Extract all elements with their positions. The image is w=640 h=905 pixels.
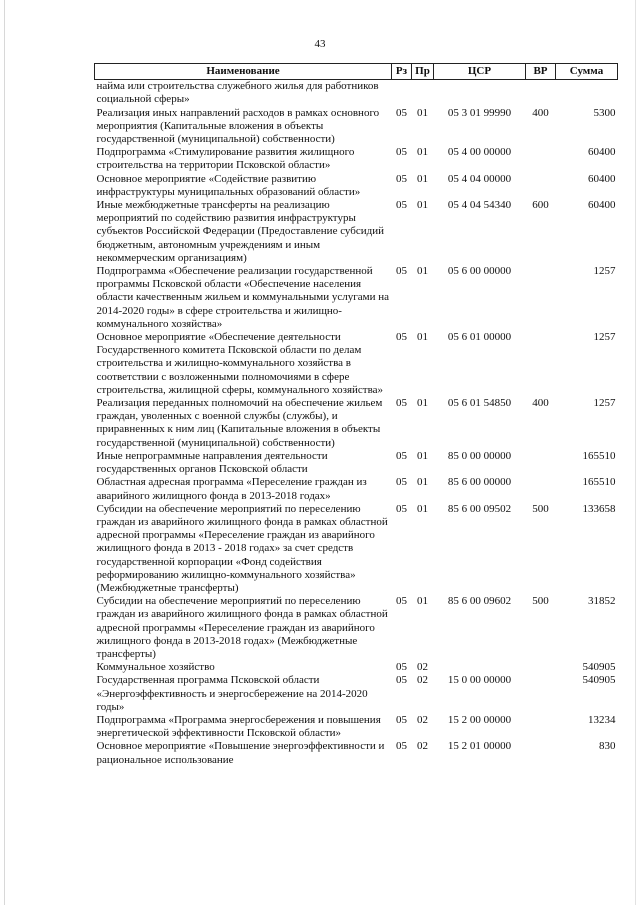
cell-vr: 500 xyxy=(532,502,549,515)
cell-csr: 85 6 00 09502 xyxy=(447,502,512,515)
cell-csr: 05 4 04 54340 xyxy=(447,199,512,212)
cell-vr xyxy=(526,740,556,766)
cell-pr: 01 xyxy=(417,331,428,344)
cell-name: Иные непрограммные направления деятельности государственных органов Псковской области xyxy=(96,449,328,476)
table-row xyxy=(95,503,618,595)
cell-name: Государственная программа Псковской области «Энергоэффективность и энергосбережение на 2014-2020 годы» xyxy=(96,674,368,713)
table-row xyxy=(95,661,618,674)
cell-vr xyxy=(526,674,556,714)
cell-rz: 05 xyxy=(396,502,407,515)
scan-edge-left xyxy=(4,0,5,905)
cell-csr: 05 6 01 00000 xyxy=(447,331,512,344)
header-vr: ВР xyxy=(526,64,556,80)
cell-rz: 05 xyxy=(396,674,407,687)
cell-rz: 05 xyxy=(396,595,407,608)
cell-name: Реализация переданных полномочий на обеспечение жильем граждан, уволенных с военной службы (службы), и приравненных к ним лиц (Капитальные вложения в объекты государственной (муниципальной) собственности) xyxy=(96,397,383,449)
cell-sum xyxy=(556,80,618,107)
cell-csr: 05 6 00 00000 xyxy=(447,265,512,278)
cell-sum: 540905 xyxy=(582,661,616,674)
cell-sum: 165510 xyxy=(582,449,616,462)
scan-edge-right xyxy=(635,0,636,905)
cell-pr: 01 xyxy=(417,476,428,489)
header-rz: Рз xyxy=(392,64,412,80)
cell-pr: 01 xyxy=(417,397,428,410)
cell-sum: 13234 xyxy=(588,713,616,726)
cell-rz: 05 xyxy=(396,146,407,159)
cell-vr: 400 xyxy=(532,106,549,119)
cell-vr xyxy=(526,661,556,674)
cell-pr: 01 xyxy=(417,106,428,119)
cell-vr: 600 xyxy=(532,199,549,212)
cell-name: Реализация иных направлений расходов в рамках основного мероприятия (Капитальные вложения в объекты государственной (муниципальной) собственности) xyxy=(96,106,380,146)
cell-pr: 01 xyxy=(417,502,428,515)
cell-rz: 05 xyxy=(396,265,407,278)
cell-sum: 1257 xyxy=(593,397,616,410)
table-row xyxy=(95,80,618,107)
cell-vr: 500 xyxy=(532,595,549,608)
cell-sum: 1257 xyxy=(593,331,616,344)
cell-csr: 15 2 01 00000 xyxy=(447,740,512,753)
table-row xyxy=(95,714,618,740)
cell-rz: 05 xyxy=(396,331,407,344)
cell-csr: 85 6 00 09602 xyxy=(447,595,512,608)
cell-rz: 05 xyxy=(396,397,407,410)
cell-sum: 133658 xyxy=(582,502,616,515)
cell-rz: 05 xyxy=(396,476,407,489)
cell-name: Субсидии на обеспечение мероприятий по переселению граждан из аварийного жилищного фонда в рамках областной адресной программы «Переселение граждан из аварийного жилищного фонда в 2013 - 2018 годах» за счет средств государственной корпорации «Фонд содействия реформированию жилищно-коммунального хозяйства» (Межбюджетные трансферты) xyxy=(96,502,388,594)
cell-pr: 01 xyxy=(417,265,428,278)
cell-name: Подпрограмма «Обеспечение реализации государственной программы Псковской области «Обеспечение населения области качественным жильем и коммунальными услугами на 2014-2020 годы» в сфере строительства и жилищно-коммунального хозяйства» xyxy=(96,265,390,330)
cell-csr: 05 3 01 99990 xyxy=(447,106,512,119)
cell-sum: 5300 xyxy=(593,106,616,119)
cell-name: Иные межбюджетные трансферты на реализацию мероприятий по содействию развития инфраструктуры субъектов Российской Федерации (Предоставление субсидий бюджетным, автономным учреждениям и иным некоммерческим организациям) xyxy=(96,199,385,264)
table-header xyxy=(95,64,618,80)
cell-vr: 400 xyxy=(532,397,549,410)
cell-csr xyxy=(434,661,526,674)
cell-pr: 01 xyxy=(417,172,428,185)
header-pr: Пр xyxy=(412,64,434,80)
cell-name: Основное мероприятие «Содействие развитию инфраструктуры муниципальных образований области» xyxy=(96,172,361,198)
cell-name: Подпрограмма «Программа энергосбережения и повышения энергетической эффективности Псковской области» xyxy=(96,713,381,740)
cell-csr: 05 4 04 00000 xyxy=(447,172,512,185)
cell-vr xyxy=(526,450,556,476)
budget-table xyxy=(94,63,618,767)
cell-pr: 02 xyxy=(417,674,428,687)
cell-sum: 540905 xyxy=(582,674,616,687)
header-sum: Сумма xyxy=(556,64,618,80)
cell-name: найма или строительства служебного жилья для работников социальной сферы» xyxy=(96,80,379,106)
header-csr: ЦСР xyxy=(434,64,526,80)
cell-pr: 01 xyxy=(417,595,428,608)
table-body xyxy=(95,80,618,767)
cell-csr: 15 2 00 00000 xyxy=(447,713,512,726)
header-name: Наименование xyxy=(95,64,392,80)
table-row xyxy=(95,265,618,331)
cell-vr xyxy=(526,476,556,502)
table-row xyxy=(95,397,618,450)
cell-sum: 1257 xyxy=(593,265,616,278)
cell-csr: 85 0 00 00000 xyxy=(447,449,512,462)
cell-pr: 02 xyxy=(417,740,428,753)
cell-name: Основное мероприятие «Обеспечение деятельности Государственного комитета Псковской области по делам строительства и жилищно-коммунального хозяйства в соответствии с возложенными полномочиями в сфере строительства, жилищной сферы, коммунального хозяйства» xyxy=(96,331,384,396)
cell-csr: 05 6 01 54850 xyxy=(447,397,512,410)
cell-sum: 31852 xyxy=(588,595,616,608)
cell-vr xyxy=(526,146,556,172)
cell-name: Областная адресная программа «Переселение граждан из аварийного жилищного фонда в 2013-2018 годах» xyxy=(96,476,367,502)
cell-sum: 165510 xyxy=(582,476,616,489)
cell-name: Субсидии на обеспечение мероприятий по переселению граждан из аварийного жилищного фонда в рамках областной адресной программы «Переселение граждан из аварийного жилищного фонда в 2013-2018 годах» (Межбюджетные трансферты) xyxy=(96,595,388,660)
cell-name: Коммунальное хозяйство xyxy=(96,661,215,674)
cell-csr xyxy=(434,80,526,107)
table-row xyxy=(95,476,618,502)
cell-rz: 05 xyxy=(396,106,407,119)
cell-vr xyxy=(526,331,556,397)
cell-rz: 05 xyxy=(396,172,407,185)
table-row xyxy=(95,595,618,661)
cell-rz: 05 xyxy=(396,199,407,212)
table-row xyxy=(95,450,618,476)
cell-vr xyxy=(526,173,556,199)
cell-name: Подпрограмма «Стимулирование развития жилищного строительства на территории Псковской области» xyxy=(96,146,355,172)
table-row xyxy=(95,173,618,199)
cell-vr xyxy=(526,80,556,107)
cell-pr: 02 xyxy=(417,713,428,726)
cell-sum: 60400 xyxy=(588,199,616,212)
cell-csr: 85 6 00 00000 xyxy=(447,476,512,489)
cell-rz: 05 xyxy=(396,713,407,726)
cell-pr: 02 xyxy=(417,661,428,674)
cell-rz: 05 xyxy=(396,661,407,674)
cell-csr: 05 4 00 00000 xyxy=(447,146,512,159)
cell-sum: 60400 xyxy=(588,172,616,185)
table-row xyxy=(95,107,618,147)
cell-sum: 60400 xyxy=(588,146,616,159)
cell-pr: 01 xyxy=(417,199,428,212)
cell-rz xyxy=(392,80,412,107)
cell-sum: 830 xyxy=(599,740,616,753)
cell-pr: 01 xyxy=(417,449,428,462)
cell-vr xyxy=(526,265,556,331)
table-row xyxy=(95,331,618,397)
cell-csr: 15 0 00 00000 xyxy=(447,674,512,687)
table-row xyxy=(95,146,618,172)
cell-pr: 01 xyxy=(417,146,428,159)
cell-rz: 05 xyxy=(396,740,407,753)
table-header-row xyxy=(95,64,618,80)
cell-name: Основное мероприятие «Повышение энергоэффективности и рациональное использование xyxy=(96,740,385,766)
cell-vr xyxy=(526,714,556,740)
table-row xyxy=(95,674,618,714)
page-number: 43 xyxy=(314,38,326,50)
table-row xyxy=(95,740,618,766)
table-row xyxy=(95,199,618,265)
cell-rz: 05 xyxy=(396,449,407,462)
cell-pr xyxy=(412,80,434,107)
